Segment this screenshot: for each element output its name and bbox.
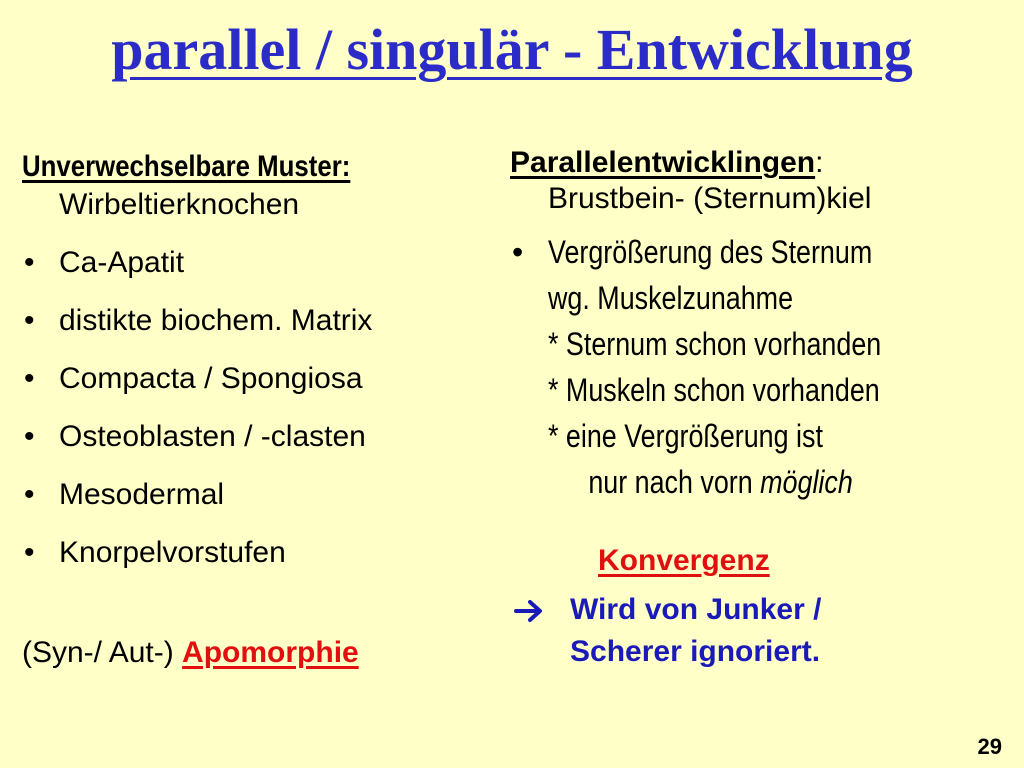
apomorphie-label: Apomorphie: [182, 636, 359, 669]
list-item: • Vergrößerung des Sternum wg. Muskelzunahme * Sternum schon vorhanden * Muskeln schon vorhanden * eine Vergrößerung ist nur nach vorn möglich: [510, 229, 1015, 505]
left-heading: Unverwechselbare Muster:: [22, 150, 351, 183]
list-item: • Osteoblasten / -clasten: [22, 418, 492, 456]
slide-title: parallel / singulär - Entwicklung: [111, 17, 913, 82]
last-line: nur nach vorn möglich: [588, 464, 853, 500]
left-subheading: Wirbeltierknochen: [59, 188, 300, 221]
arrow-right-icon: [514, 589, 548, 631]
list-item: • Mesodermal: [22, 476, 492, 514]
list-item: • Ca-Apatit: [22, 244, 492, 282]
bullet-icon: •: [24, 362, 35, 395]
right-heading: Parallelentwicklingen:: [510, 146, 824, 179]
right-column: [510, 145, 1015, 673]
list-item: • distikte biochem. Matrix: [22, 302, 492, 340]
arrow-note: Wird von Junker / Scherer ignoriert.: [510, 589, 1015, 673]
list-item: • Knorpelvorstufen: [22, 534, 492, 572]
list-item: • Compacta / Spongiosa: [22, 360, 492, 398]
left-column: [22, 150, 492, 672]
bullet-icon: •: [24, 246, 35, 279]
page-number: 29: [977, 734, 1002, 759]
apomorphie-line: (Syn-/ Aut-) Apomorphie: [22, 636, 359, 669]
bullet-icon: •: [24, 304, 35, 337]
bullet-icon: •: [512, 234, 524, 270]
konvergenz-label: Konvergenz: [598, 544, 770, 577]
bullet-icon: •: [24, 536, 35, 569]
bullet-icon: •: [24, 478, 35, 511]
right-subheading: Brustbein- (Sternum)kiel: [548, 182, 872, 215]
bullet-icon: •: [24, 420, 35, 453]
